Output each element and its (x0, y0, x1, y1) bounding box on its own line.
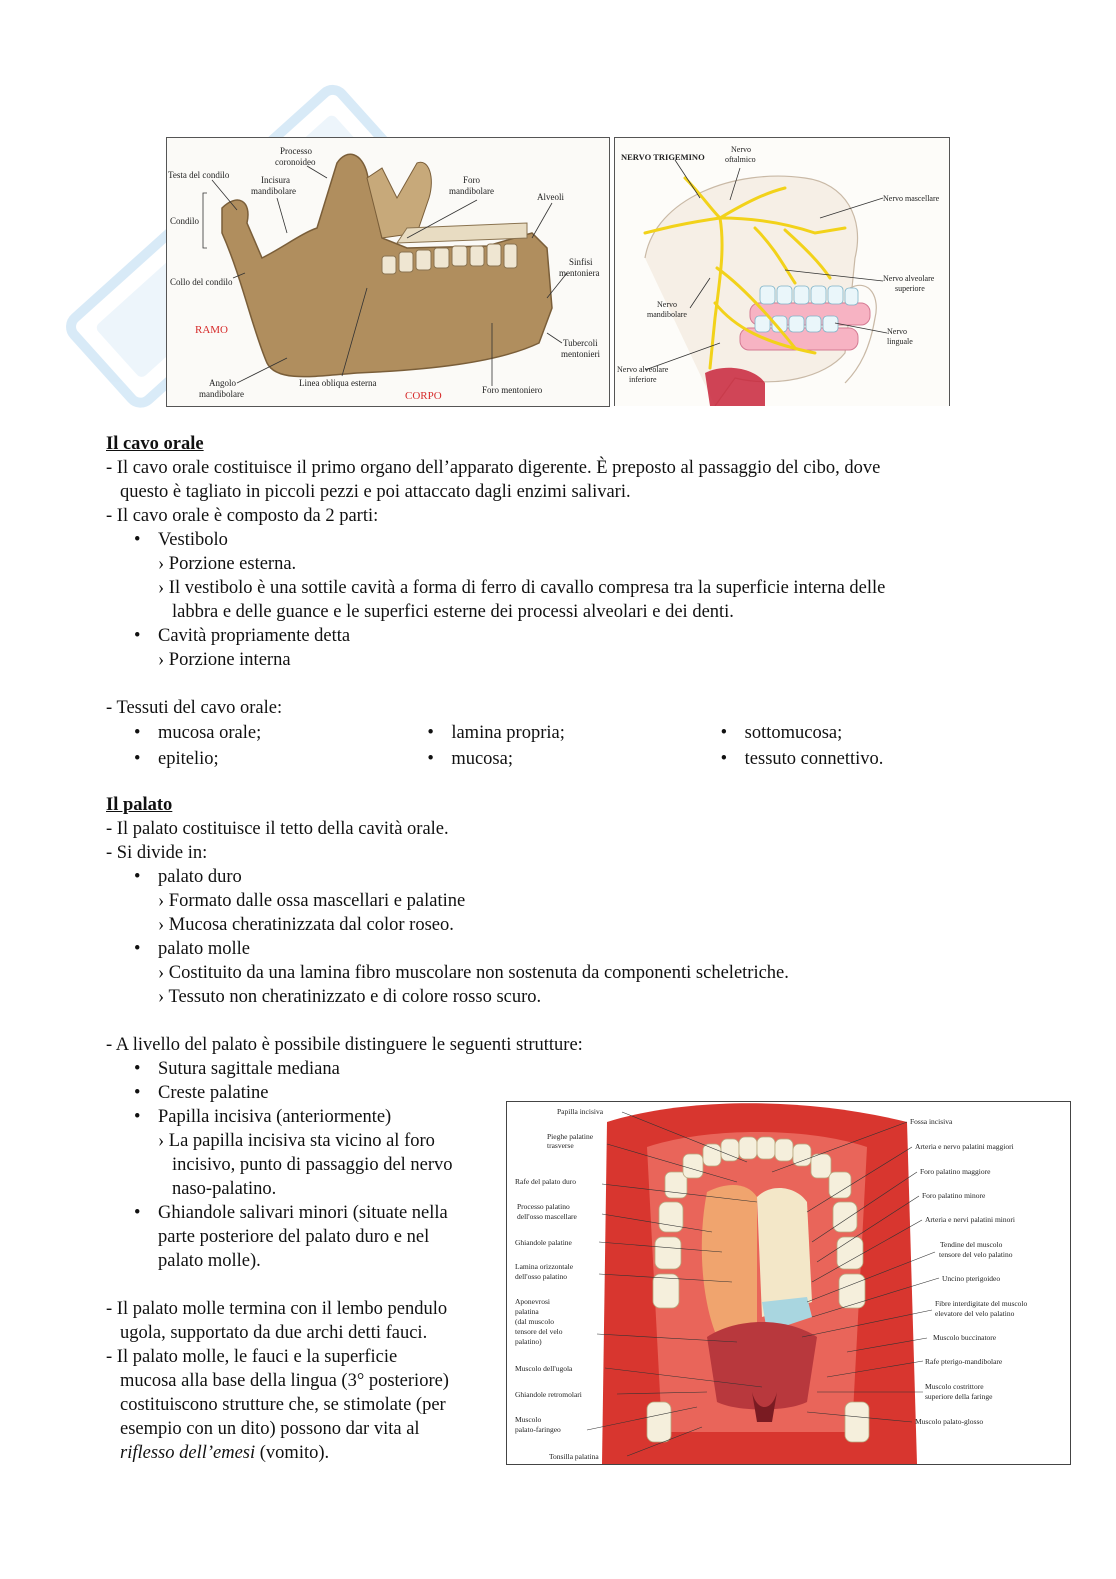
paragraph-line: - Tessuti del cavo orale: (106, 698, 283, 718)
label-alveolare-sup-2: superiore (895, 284, 925, 293)
palate-label: tensore del velo (515, 1327, 563, 1336)
paragraph-line: - A livello del palato è possibile distinguere le seguenti strutture: (106, 1035, 583, 1055)
palate-label: Muscolo dell'ugola (515, 1364, 573, 1373)
paragraph-line: - Il cavo orale costituisce il primo organo dell’apparato digerente. È preposto al passaggio del cibo, dove (106, 458, 881, 478)
bullet-item: • Vestibolo (106, 528, 986, 552)
paragraph-line: ugola, supportato da due archi detti fauci. (120, 1323, 428, 1343)
label-incisura-mandibolare: mandibolare (251, 186, 296, 196)
label-nervo-oftalmico-2: oftalmico (725, 155, 756, 164)
paragraph-line: - Il palato molle termina con il lembo pendulo (106, 1299, 448, 1319)
bullet-item: • Creste palatine (106, 1081, 986, 1105)
palate-label: trasverse (547, 1141, 574, 1150)
label-nervo-mascellare: Nervo mascellare (883, 194, 940, 203)
palate-label: Foro palatino maggiore (920, 1167, 991, 1176)
palate-label: Muscolo costrittore (925, 1382, 984, 1391)
heading-palato: Il palato (106, 795, 173, 815)
label-incisura: Incisura (261, 175, 290, 185)
paragraph-line: - Il cavo orale è composto da 2 parti: (106, 506, 379, 526)
palate-label: Muscolo buccinatore (933, 1333, 997, 1342)
sub-item: palato molle). (158, 1251, 261, 1271)
palate-label: Rafe pterigo-mandibolare (925, 1357, 1003, 1366)
palate-label: palatina (515, 1307, 539, 1316)
label-ramo: RAMO (195, 324, 229, 336)
label-condilo: Condilo (170, 216, 200, 226)
label-linea-obliqua: Linea obliqua esterna (299, 378, 377, 388)
paragraph-line: questo è tagliato in piccoli pezzi e poi attaccato dagli enzimi salivari. (120, 482, 631, 502)
paragraph-line (106, 1441, 986, 1465)
bullet-item: • Sutura sagittale mediana (106, 1057, 986, 1081)
section-cavo-orale (106, 432, 986, 772)
label-collo-condilo: Collo del condilo (170, 277, 233, 287)
label-linguale-1: Nervo (887, 327, 907, 336)
bullet-item: • sottomucosa; (693, 720, 986, 746)
label-corpo: CORPO (405, 390, 442, 402)
paragraph-line: mucosa alla base della lingua (3° posteriore) (120, 1371, 449, 1391)
label-mentoniera: mentoniera (559, 268, 600, 278)
paragraph-tail: (vomito). (255, 1443, 330, 1463)
sub-item: labbra e delle guance e le superfici esterne dei processi alveolari e dei denti. (172, 602, 734, 622)
paragraph-line: costituiscono strutture che, se stimolate (per (120, 1395, 446, 1415)
palate-label: Papilla incisiva (557, 1107, 604, 1116)
paragraph-line: - Il palato molle, le fauci e la superficie (106, 1347, 398, 1367)
bullet-item: • lamina propria; (399, 720, 692, 746)
section-palato (106, 793, 986, 1465)
palate-label: Uncino pterigoideo (942, 1274, 1001, 1283)
label-foro-mandibolare: mandibolare (449, 186, 494, 196)
label-sinfisi: Sinfisi (569, 257, 593, 267)
label-testa-condilo: Testa del condilo (168, 170, 230, 180)
paragraph-line: - Si divide in: (106, 843, 208, 863)
figure-mandible (166, 137, 610, 407)
sub-item: › Formato dalle ossa mascellari e palatine (158, 891, 466, 911)
sub-item: › Porzione esterna. (158, 554, 297, 574)
palate-label: superiore della faringe (925, 1392, 993, 1401)
palate-label: Arteria e nervi palatini minori (925, 1215, 1015, 1224)
palate-label: Ghiandole retromolari (515, 1390, 582, 1399)
palate-label: Tendine del muscolo (940, 1240, 1003, 1249)
label-nervo-oftalmico-1: Nervo (731, 145, 751, 154)
sub-item: › Il vestibolo è una sottile cavità a forma di ferro di cavallo compresa tra la superficie interna delle (158, 578, 886, 598)
label-angolo-mandibolare: mandibolare (199, 389, 244, 399)
sub-item: incisivo, punto di passaggio del nervo (172, 1155, 453, 1175)
bullet-item: • palato molle (106, 937, 986, 961)
sub-item: › Tessuto non cheratinizzato e di colore rosso scuro. (158, 987, 542, 1007)
palate-label: Ghiandole palatine (515, 1238, 572, 1247)
sub-item: › Porzione interna (158, 650, 291, 670)
bullet-item: • epitelio; (106, 746, 399, 772)
sub-item: naso-palatino. (172, 1179, 277, 1199)
paragraph-line: esempio con un dito) possono dar vita al (120, 1419, 420, 1439)
label-mentonieri: mentonieri (561, 349, 600, 359)
palate-label: Lamina orizzontale (515, 1262, 574, 1271)
palate-label: elevatore del velo palatino (935, 1309, 1015, 1318)
label-alveolare-inf-1: Nervo alveolare (617, 365, 669, 374)
label-mandibolare-1: Nervo (657, 300, 677, 309)
paragraph-line: - Il palato costituisce il tetto della cavità orale. (106, 819, 449, 839)
palate-label: Fossa incisiva (910, 1117, 953, 1126)
palate-label: tensore del velo palatino (939, 1250, 1013, 1259)
bullet-item: • Papilla incisiva (anteriormente) (106, 1105, 986, 1129)
label-processo: Processo (280, 146, 312, 156)
heading-cavo-orale: Il cavo orale (106, 434, 204, 454)
palate-label: Rafe del palato duro (515, 1177, 577, 1186)
figure-trigeminal-nerve (614, 137, 950, 406)
palate-label: Pieghe palatine (547, 1132, 594, 1141)
bullet-item: • Ghiandole salivari minori (situate nella (106, 1201, 986, 1225)
bullet-item: • Cavità propriamente detta (106, 624, 986, 648)
palate-label: Foro palatino minore (922, 1191, 986, 1200)
palate-label: Processo palatino (517, 1202, 570, 1211)
bullet-item: • palato duro (106, 865, 986, 889)
palate-label: Arteria e nervo palatini maggiori (915, 1142, 1014, 1151)
italic-term: riflesso dell’emesi (120, 1443, 256, 1463)
palate-label: Tonsilla palatina (549, 1452, 599, 1461)
palate-label: Aponevrosi (515, 1297, 550, 1306)
palate-label: palato-faringeo (515, 1425, 561, 1434)
sub-item: › Mucosa cheratinizzata dal color roseo. (158, 915, 454, 935)
label-angolo: Angolo (209, 378, 236, 388)
palate-label: Muscolo (515, 1415, 542, 1424)
label-foro-mentoniero: Foro mentoniero (482, 385, 543, 395)
sub-item: › La papilla incisiva sta vicino al foro (158, 1131, 435, 1151)
palate-label: dell'osso palatino (515, 1272, 567, 1281)
bullet-item: • tessuto connettivo. (693, 746, 986, 772)
palate-label: Fibre interdigitate del muscolo (935, 1299, 1028, 1308)
palate-label: Muscolo palato-glosso (915, 1417, 984, 1426)
label-alveolare-inf-2: inferiore (629, 375, 657, 384)
sub-item: parte posteriore del palato duro e nel (158, 1227, 430, 1247)
bullet-item: • mucosa; (399, 746, 692, 772)
bullet-item: • mucosa orale; (106, 720, 399, 746)
label-tubercoli: Tubercoli (563, 338, 598, 348)
label-coronoideo: coronoideo (275, 157, 316, 167)
palate-label: dell'osso mascellare (517, 1212, 577, 1221)
sub-item: › Costituito da una lamina fibro muscolare non sostenuta da componenti scheletriche. (158, 963, 789, 983)
label-mandibolare-2: mandibolare (647, 310, 687, 319)
palate-label: (dal muscolo (515, 1317, 554, 1326)
label-linguale-2: linguale (887, 337, 913, 346)
label-alveolare-sup-1: Nervo alveolare (883, 274, 935, 283)
label-nervo-trigemino: NERVO TRIGEMINO (621, 152, 705, 162)
palate-label: palatino) (515, 1337, 542, 1346)
label-alveoli: Alveoli (537, 192, 564, 202)
label-foro: Foro (463, 175, 481, 185)
